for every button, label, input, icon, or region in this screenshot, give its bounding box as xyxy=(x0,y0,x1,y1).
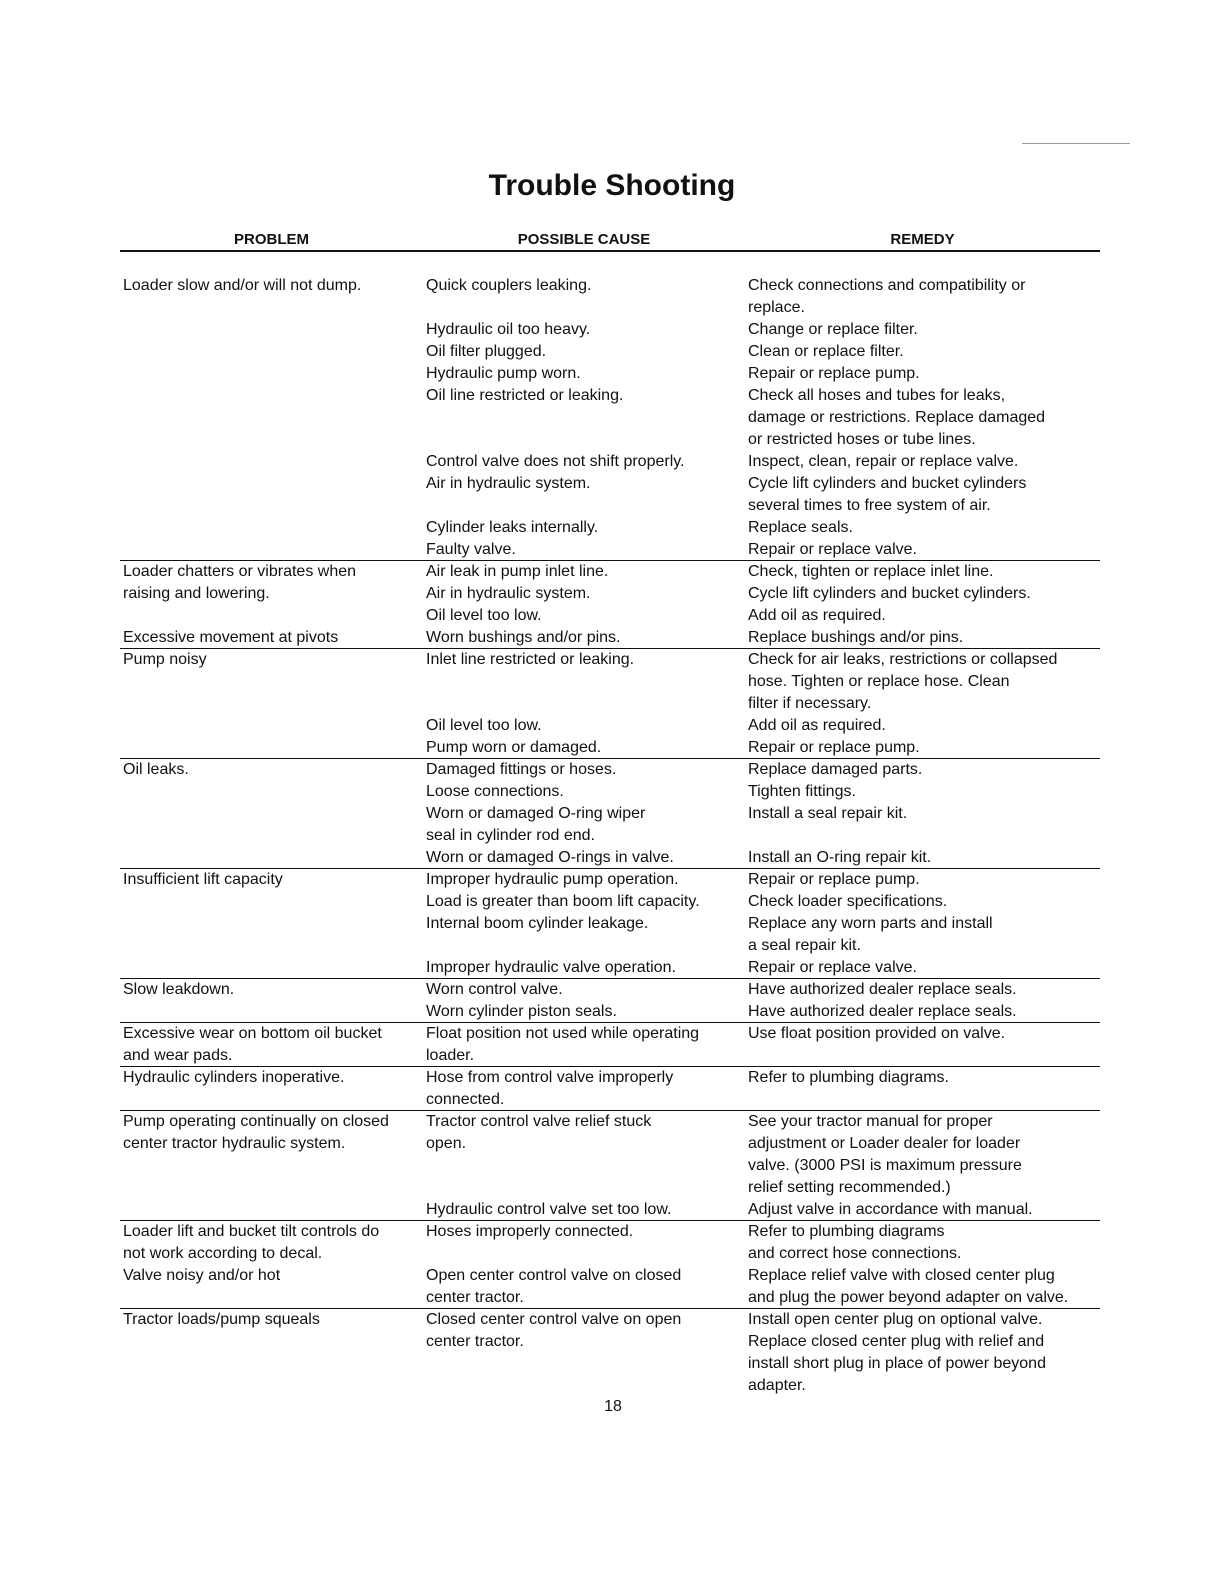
table-row xyxy=(120,341,1100,363)
table-row xyxy=(120,759,1100,781)
cause-text: Float position not used while operating xyxy=(426,1025,700,1042)
problem-text xyxy=(120,495,423,517)
remedy-text: Have authorized dealer replace seals. xyxy=(748,1003,1017,1020)
problem-text xyxy=(120,539,423,560)
table-row xyxy=(120,1089,1100,1111)
remedy-text: Check connections and compatibility or xyxy=(748,277,1026,294)
table-row xyxy=(120,803,1100,825)
remedy-text: adapter. xyxy=(748,1377,806,1394)
remedy-text: Install an O-ring repair kit. xyxy=(748,849,932,866)
table-row xyxy=(120,847,1100,869)
problem-text xyxy=(120,407,423,429)
cause-text: Quick couplers leaking. xyxy=(426,277,592,294)
problem-text xyxy=(120,957,423,978)
cause-text xyxy=(423,429,745,451)
remedy-text: Have authorized dealer replace seals. xyxy=(748,981,1017,998)
remedy-text: Tighten fittings. xyxy=(748,783,856,800)
table-header xyxy=(120,229,1100,252)
remedy-text: Repair or replace pump. xyxy=(748,365,920,382)
cause-text: Hoses improperly connected. xyxy=(426,1223,634,1240)
problem-text: Pump noisy xyxy=(123,651,207,668)
trouble-group xyxy=(120,1111,1100,1221)
problem-text xyxy=(120,1089,423,1110)
table-row xyxy=(120,319,1100,341)
problem-text: Hydraulic cylinders inoperative. xyxy=(123,1069,345,1086)
trouble-group xyxy=(120,1023,1100,1067)
remedy-text: Install a seal repair kit. xyxy=(748,805,908,822)
problem-text: center tractor hydraulic system. xyxy=(123,1135,346,1152)
problem-text: and wear pads. xyxy=(123,1047,233,1064)
trouble-group xyxy=(120,1067,1100,1111)
trouble-group xyxy=(120,561,1100,649)
remedy-text: install short plug in place of power beyond xyxy=(748,1355,1046,1372)
remedy-text: Check for air leaks, restrictions or collapsed xyxy=(748,651,1058,668)
table-row xyxy=(120,869,1100,891)
table-row xyxy=(120,429,1100,451)
problem-text xyxy=(120,803,423,825)
table-row xyxy=(120,1001,1100,1023)
problem-text xyxy=(120,319,423,341)
remedy-text: relief setting recommended.) xyxy=(748,1179,951,1196)
table-row xyxy=(120,693,1100,715)
problem-text: Valve noisy and/or hot xyxy=(123,1267,281,1284)
cause-text xyxy=(423,1375,745,1397)
problem-text xyxy=(120,693,423,715)
table-row xyxy=(120,1155,1100,1177)
remedy-text: Replace bushings and/or pins. xyxy=(748,629,964,646)
problem-text xyxy=(120,847,423,868)
trouble-group xyxy=(120,869,1100,979)
problem-text xyxy=(120,1287,423,1308)
remedy-text: Refer to plumbing diagrams. xyxy=(748,1069,949,1086)
table-row xyxy=(120,1177,1100,1199)
header-possible-cause: POSSIBLE CAUSE xyxy=(517,231,651,248)
remedy-text: replace. xyxy=(748,299,805,316)
cause-text: Faulty valve. xyxy=(426,541,516,558)
cause-text: Worn control valve. xyxy=(426,981,563,998)
table-row xyxy=(120,605,1100,627)
problem-text xyxy=(120,385,423,407)
cause-text: Internal boom cylinder leakage. xyxy=(426,915,649,932)
problem-text xyxy=(120,913,423,935)
table-row xyxy=(120,979,1100,1001)
remedy-text: Inspect, clean, repair or replace valve. xyxy=(748,453,1019,470)
problem-text: Loader slow and/or will not dump. xyxy=(123,277,362,294)
cause-text xyxy=(423,1243,745,1265)
remedy-text: several times to free system of air. xyxy=(748,497,991,514)
table-row xyxy=(120,1353,1100,1375)
problem-text xyxy=(120,1375,423,1397)
problem-text xyxy=(120,1331,423,1353)
cause-text: Hydraulic pump worn. xyxy=(426,365,581,382)
table-row xyxy=(120,1265,1100,1287)
cause-text xyxy=(423,407,745,429)
problem-text xyxy=(120,297,423,319)
table-row xyxy=(120,1045,1100,1067)
remedy-text: adjustment or Loader dealer for loader xyxy=(748,1135,1021,1152)
remedy-text: filter if necessary. xyxy=(748,695,872,712)
remedy-text xyxy=(745,1045,1100,1066)
remedy-text: Repair or replace pump. xyxy=(748,739,920,756)
cause-text: Air leak in pump inlet line. xyxy=(426,563,609,580)
remedy-text: Cycle lift cylinders and bucket cylinders xyxy=(748,475,1027,492)
cause-text: Hydraulic control valve set too low. xyxy=(426,1201,672,1218)
remedy-text: Check all hoses and tubes for leaks, xyxy=(748,387,1006,404)
cause-text: Damaged fittings or hoses. xyxy=(426,761,617,778)
remedy-text xyxy=(745,825,1100,847)
cause-text: Hose from control valve improperly xyxy=(426,1069,674,1086)
table-row xyxy=(120,957,1100,979)
remedy-text: a seal repair kit. xyxy=(748,937,861,954)
table-row xyxy=(120,297,1100,319)
remedy-text: Refer to plumbing diagrams xyxy=(748,1223,945,1240)
cause-text: Improper hydraulic pump operation. xyxy=(426,871,679,888)
remedy-text: Repair or replace pump. xyxy=(748,871,920,888)
remedy-text: Replace damaged parts. xyxy=(748,761,923,778)
table-row xyxy=(120,1067,1100,1089)
remedy-text: and plug the power beyond adapter on valve. xyxy=(748,1289,1069,1306)
problem-text xyxy=(120,1199,423,1220)
table-row xyxy=(120,1199,1100,1221)
problem-text xyxy=(120,715,423,737)
cause-text: center tractor. xyxy=(426,1289,524,1306)
table-row xyxy=(120,649,1100,671)
cause-text: Worn cylinder piston seals. xyxy=(426,1003,617,1020)
table-row xyxy=(120,627,1100,649)
cause-text: Worn or damaged O-rings in valve. xyxy=(426,849,674,866)
table-row xyxy=(120,495,1100,517)
remedy-text: Use float position provided on valve. xyxy=(748,1025,1006,1042)
cause-text: Air in hydraulic system. xyxy=(426,585,591,602)
cause-text: Pump worn or damaged. xyxy=(426,739,602,756)
page-title: Trouble Shooting xyxy=(488,169,736,202)
remedy-text: valve. (3000 PSI is maximum pressure xyxy=(748,1157,1022,1174)
remedy-text: and correct hose connections. xyxy=(748,1245,962,1262)
cause-text: seal in cylinder rod end. xyxy=(426,827,595,844)
cause-text xyxy=(423,935,745,957)
problem-text xyxy=(120,517,423,539)
table-row xyxy=(120,1287,1100,1309)
problem-text xyxy=(120,1155,423,1177)
remedy-text: Add oil as required. xyxy=(748,607,886,624)
table-row xyxy=(120,1375,1100,1397)
cause-text xyxy=(423,671,745,693)
problem-text xyxy=(120,605,423,627)
table-row xyxy=(120,451,1100,473)
cause-text: Inlet line restricted or leaking. xyxy=(426,651,635,668)
remedy-text xyxy=(745,1089,1100,1110)
remedy-text: hose. Tighten or replace hose. Clean xyxy=(748,673,1010,690)
problem-text: Tractor loads/pump squeals xyxy=(123,1311,320,1328)
table-row xyxy=(120,385,1100,407)
problem-text: Loader lift and bucket tilt controls do xyxy=(123,1223,380,1240)
cause-text: loader. xyxy=(426,1047,475,1064)
table-row xyxy=(120,583,1100,605)
table-row xyxy=(120,473,1100,495)
cause-text: Worn or damaged O-ring wiper xyxy=(426,805,646,822)
problem-text xyxy=(120,1353,423,1375)
cause-text: Closed center control valve on open xyxy=(426,1311,682,1328)
problem-text: Pump operating continually on closed xyxy=(123,1113,389,1130)
problem-text: Oil leaks. xyxy=(123,761,189,778)
cause-text xyxy=(423,1177,745,1199)
problem-text xyxy=(120,473,423,495)
table-row xyxy=(120,1331,1100,1353)
problem-text: Loader chatters or vibrates when xyxy=(123,563,357,580)
table-row xyxy=(120,737,1100,759)
cause-text: Oil line restricted or leaking. xyxy=(426,387,624,404)
header-remedy: REMEDY xyxy=(890,231,955,248)
scan-mark-line xyxy=(1022,143,1130,144)
remedy-text: Check loader specifications. xyxy=(748,893,948,910)
remedy-text: Clean or replace filter. xyxy=(748,343,904,360)
remedy-text: Repair or replace valve. xyxy=(748,959,917,976)
table-row xyxy=(120,561,1100,583)
problem-text xyxy=(120,935,423,957)
table-row xyxy=(120,913,1100,935)
remedy-text: Cycle lift cylinders and bucket cylinders. xyxy=(748,585,1031,602)
remedy-text: Adjust valve in accordance with manual. xyxy=(748,1201,1033,1218)
problem-text: Slow leakdown. xyxy=(123,981,235,998)
cause-text: Oil level too low. xyxy=(426,717,542,734)
table-row xyxy=(120,1111,1100,1133)
table-row xyxy=(120,1221,1100,1243)
cause-text: Loose connections. xyxy=(426,783,564,800)
table-row xyxy=(120,671,1100,693)
problem-text xyxy=(120,1001,423,1022)
remedy-text: See your tractor manual for proper xyxy=(748,1113,993,1130)
remedy-text: Replace relief valve with closed center plug xyxy=(748,1267,1055,1284)
trouble-group xyxy=(120,275,1100,561)
cause-text: Oil level too low. xyxy=(426,607,542,624)
page-number: 18 xyxy=(604,1398,622,1415)
problem-text xyxy=(120,825,423,847)
problem-text xyxy=(120,341,423,363)
remedy-text: or restricted hoses or tube lines. xyxy=(748,431,976,448)
cause-text: Hydraulic oil too heavy. xyxy=(426,321,591,338)
problem-text xyxy=(120,737,423,758)
table-row xyxy=(120,715,1100,737)
trouble-group xyxy=(120,1221,1100,1309)
problem-text xyxy=(120,451,423,473)
remedy-text: Repair or replace valve. xyxy=(748,541,917,558)
table-row xyxy=(120,275,1100,297)
trouble-group xyxy=(120,649,1100,759)
trouble-group xyxy=(120,1309,1100,1397)
table-row xyxy=(120,825,1100,847)
cause-text: connected. xyxy=(426,1091,505,1108)
cause-text: Air in hydraulic system. xyxy=(426,475,591,492)
table-row xyxy=(120,1243,1100,1265)
table-row xyxy=(120,1133,1100,1155)
table-row xyxy=(120,517,1100,539)
table-row xyxy=(120,1309,1100,1331)
trouble-table xyxy=(120,275,1100,1397)
remedy-text: Add oil as required. xyxy=(748,717,886,734)
cause-text: center tractor. xyxy=(426,1333,524,1350)
problem-text: Excessive movement at pivots xyxy=(123,629,339,646)
remedy-text: Change or replace filter. xyxy=(748,321,918,338)
trouble-group xyxy=(120,979,1100,1023)
cause-text: Tractor control valve relief stuck xyxy=(426,1113,652,1130)
table-row xyxy=(120,407,1100,429)
remedy-text: Replace any worn parts and install xyxy=(748,915,993,932)
cause-text: Improper hydraulic valve operation. xyxy=(426,959,676,976)
table-row xyxy=(120,781,1100,803)
problem-text xyxy=(120,671,423,693)
cause-text: Control valve does not shift properly. xyxy=(426,453,685,470)
cause-text xyxy=(423,693,745,715)
remedy-text: Install open center plug on optional valve. xyxy=(748,1311,1043,1328)
remedy-text: Replace closed center plug with relief and xyxy=(748,1333,1045,1350)
table-row xyxy=(120,363,1100,385)
trouble-group xyxy=(120,759,1100,869)
problem-text: Excessive wear on bottom oil bucket xyxy=(123,1025,382,1042)
cause-text: Cylinder leaks internally. xyxy=(426,519,599,536)
table-row xyxy=(120,891,1100,913)
problem-text xyxy=(120,891,423,913)
cause-text: Oil filter plugged. xyxy=(426,343,547,360)
table-row xyxy=(120,539,1100,561)
problem-text xyxy=(120,363,423,385)
cause-text: Worn bushings and/or pins. xyxy=(426,629,621,646)
cause-text: open. xyxy=(426,1135,467,1152)
problem-text: not work according to decal. xyxy=(123,1245,323,1262)
cause-text: Open center control valve on closed xyxy=(426,1267,682,1284)
cause-text xyxy=(423,1155,745,1177)
cause-text xyxy=(423,495,745,517)
remedy-text: damage or restrictions. Replace damaged xyxy=(748,409,1046,426)
problem-text: Insufficient lift capacity xyxy=(123,871,283,888)
problem-text xyxy=(120,429,423,451)
cause-text xyxy=(423,297,745,319)
problem-text xyxy=(120,1177,423,1199)
problem-text: raising and lowering. xyxy=(123,585,270,602)
header-problem: PROBLEM xyxy=(234,231,309,248)
remedy-text: Check, tighten or replace inlet line. xyxy=(748,563,994,580)
cause-text xyxy=(423,1353,745,1375)
problem-text xyxy=(120,781,423,803)
remedy-text: Replace seals. xyxy=(748,519,853,536)
table-row xyxy=(120,935,1100,957)
table-row xyxy=(120,1023,1100,1045)
cause-text: Load is greater than boom lift capacity. xyxy=(426,893,700,910)
